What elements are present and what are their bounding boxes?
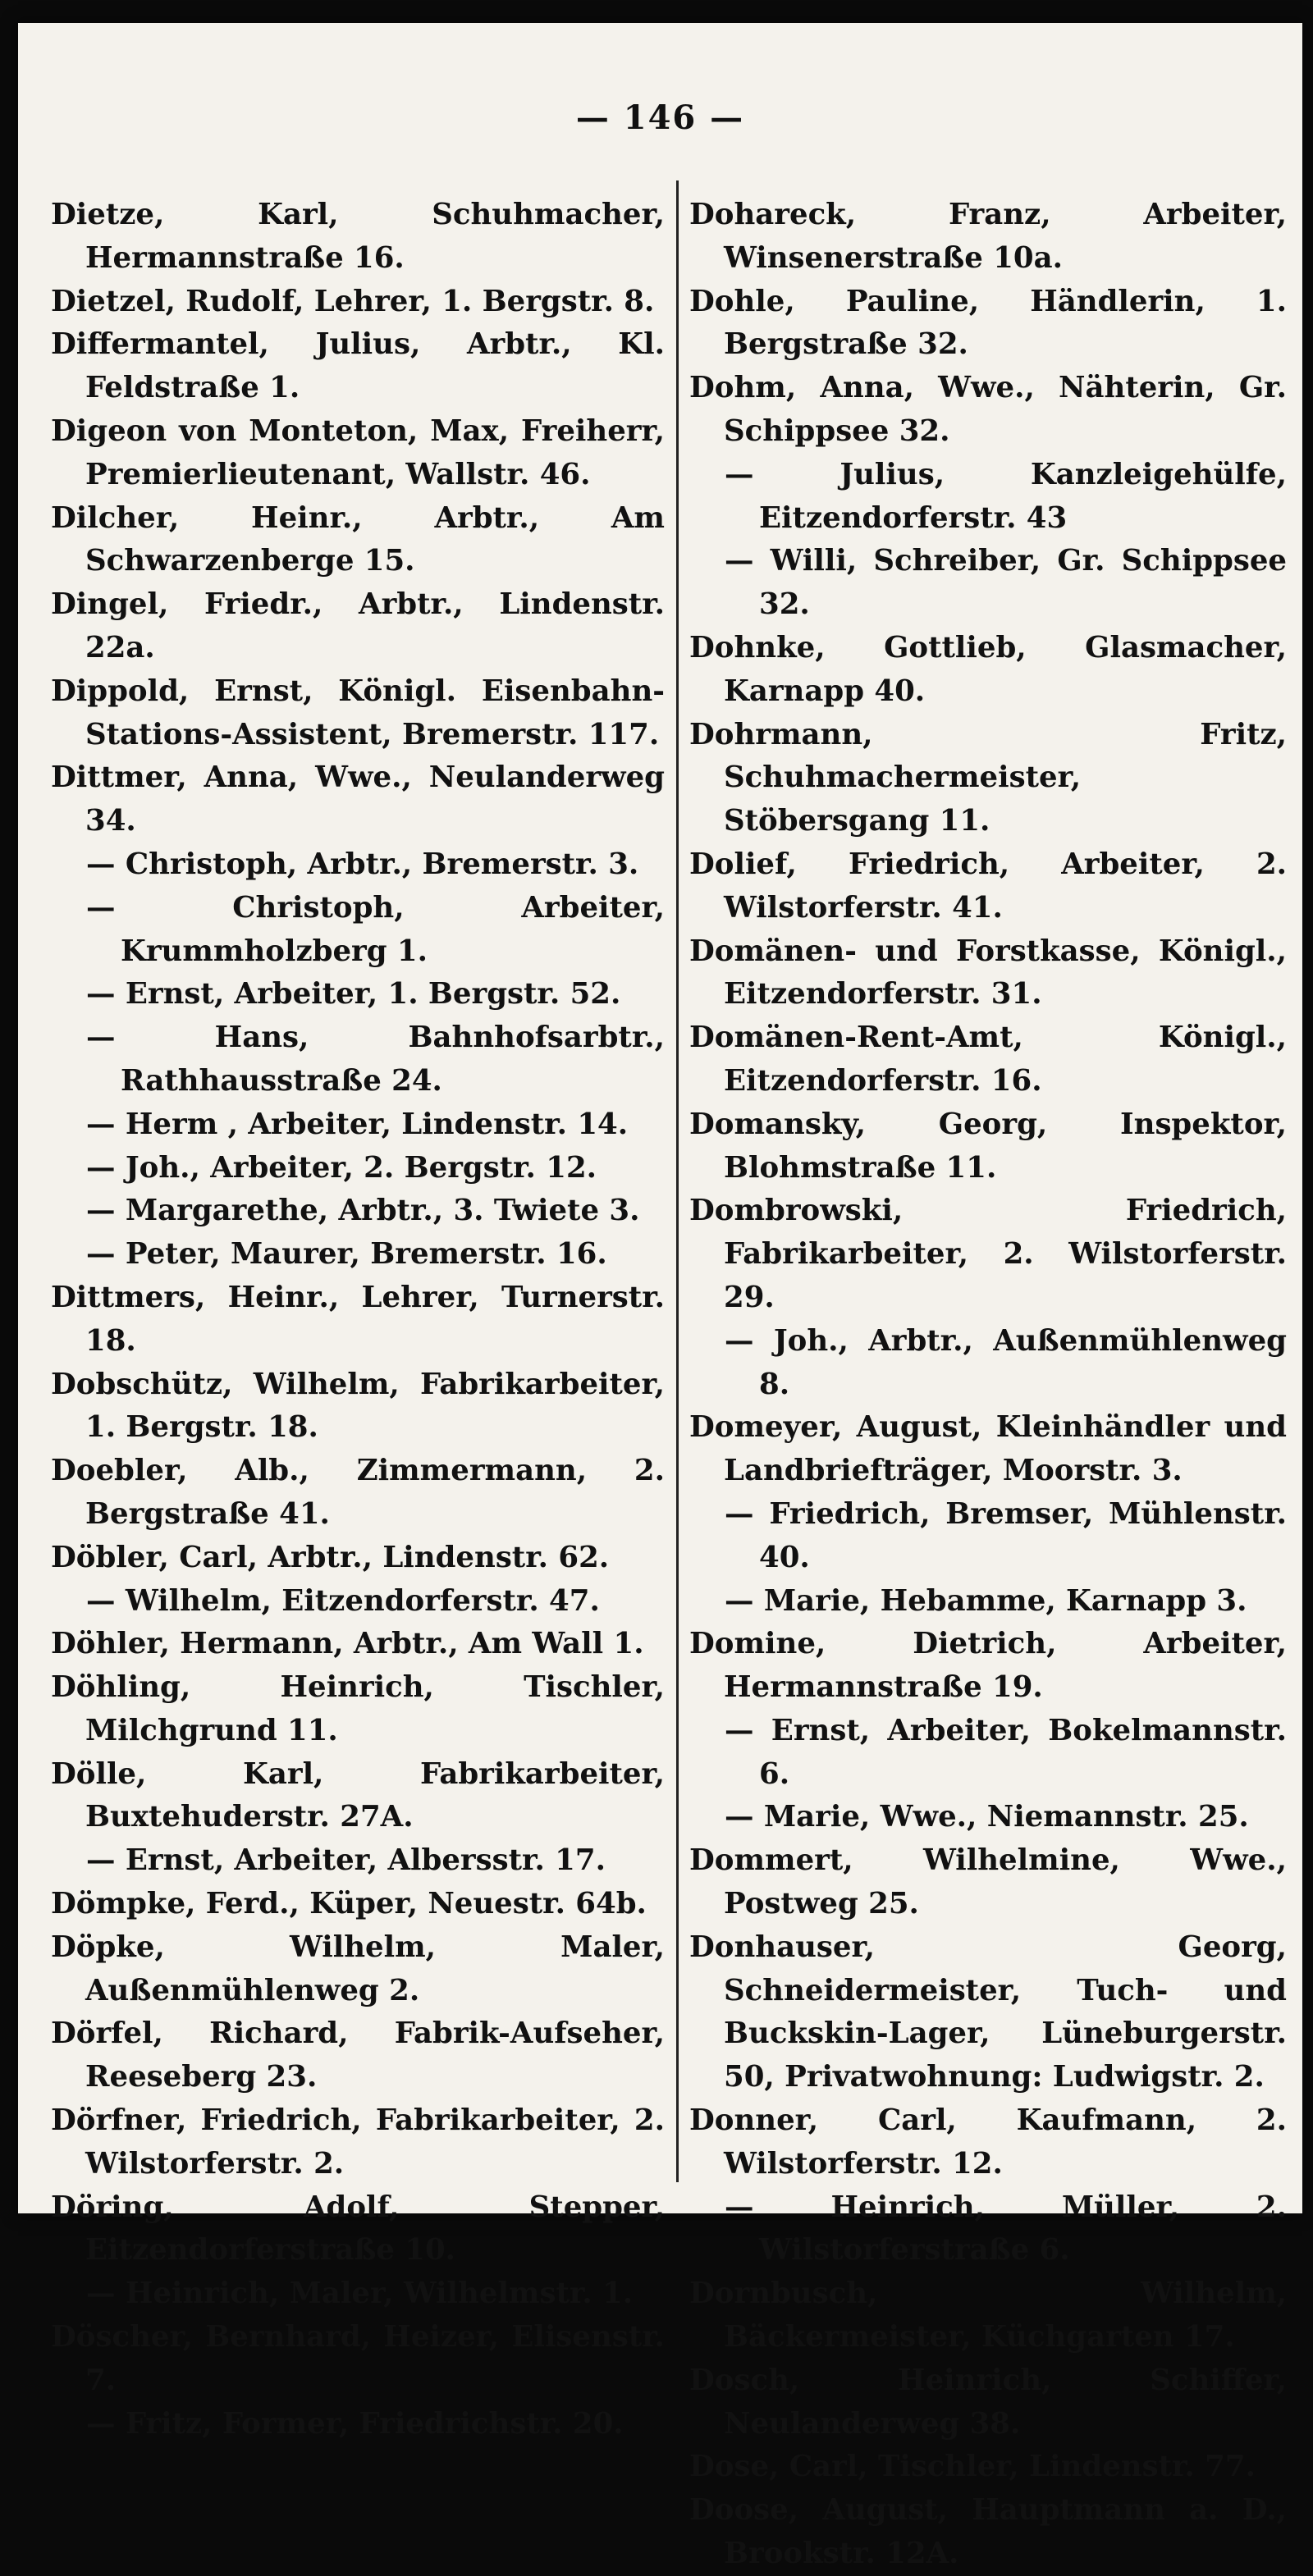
directory-entry: Dobschütz, Wilhelm, Fabrikarbeiter, 1. Bergstr. 18. — [51, 1367, 665, 1445]
directory-entry: Dornbusch, Wilhelm, Bäckermeister, Küchgarten 17. — [689, 2277, 1287, 2354]
directory-entry: — Marie, Hebamme, Karnapp 3. — [725, 1583, 1247, 1618]
directory-entry: Dombrowski, Friedrich, Fabrikarbeiter, 2. Wilstorferstr. 29. — [689, 1194, 1287, 1314]
directory-page — [18, 23, 1302, 2571]
directory-entry: Doose, August, Hauptmann a. D., Brookstr. 12A. — [689, 2493, 1287, 2571]
directory-entry: — Herm , Arbeiter, Lindenstr. 14. — [86, 1107, 629, 1141]
directory-entry: Dohrmann, Fritz, Schuhmachermeister, Stöbersgang 11. — [689, 717, 1287, 838]
directory-entry: Dömpke, Ferd., Küper, Neuestr. 64b. — [51, 1887, 647, 1921]
directory-entry: Dommert, Wilhelmine, Wwe., Postweg 25. — [689, 1843, 1287, 1921]
directory-entry: — Ernst, Arbeiter, 1. Bergstr. 52. — [86, 977, 621, 1012]
directory-entry: Döpke, Wilhelm, Maler, Außenmühlenweg 2. — [51, 1930, 665, 2007]
directory-entry: — Peter, Maurer, Bremerstr. 16. — [86, 1237, 607, 1272]
directory-entry: — Friedrich, Bremser, Mühlenstr. 40. — [725, 1496, 1287, 1574]
directory-entry: — Ernst, Arbeiter, Bokelmannstr. 6. — [725, 1713, 1287, 1791]
directory-entry: Dohle, Pauline, Händlerin, 1. Bergstraße 32. — [689, 284, 1287, 362]
directory-entry: — Heinrich, Maler, Wilhelmstr. 1. — [86, 2277, 634, 2311]
directory-entry: Dippold, Ernst, Königl. Eisenbahn-Stations-Assistent, Bremerstr. 117. — [51, 674, 665, 751]
directory-entry: Dohnke, Gottlieb, Glasmacher, Karnapp 40. — [689, 630, 1287, 708]
directory-entry: Dosch, Heinrich, Schiffer, Neulanderweg 38. — [689, 2363, 1287, 2441]
directory-entry: Domansky, Georg, Inspektor, Blohmstraße 11. — [689, 1107, 1287, 1185]
column-divider — [676, 180, 679, 2182]
directory-entry: — Margarethe, Arbtr., 3. Twiete 3. — [86, 1194, 640, 1228]
directory-entry: — Joh., Arbtr., Außenmühlenweg 8. — [725, 1323, 1287, 1401]
directory-entry: Dietze, Karl, Schuhmacher, Hermannstraße 16. — [51, 198, 665, 275]
directory-entry: Döscher, Bernhard, Heizer, Elisenstr. 7. — [51, 2320, 665, 2397]
directory-entry: — Christoph, Arbtr., Bremerstr. 3. — [86, 847, 639, 881]
directory-entry: Dittmers, Heinr., Lehrer, Turnerstr. 18. — [51, 1280, 665, 1358]
directory-entry: Domänen-Rent-Amt, Königl., Eitzendorferstr. 16. — [689, 1021, 1287, 1098]
directory-entry: Dörfel, Richard, Fabrik-Aufseher, Reeseberg 23. — [51, 2016, 665, 2094]
directory-entry: — Ernst, Arbeiter, Albersstr. 17. — [86, 1843, 606, 1878]
page-number: — 146 — — [575, 98, 745, 137]
directory-entry: — Hans, Bahnhofsarbtr., Rathhausstraße 24. — [86, 1021, 665, 1098]
directory-entry: Dohareck, Franz, Arbeiter, Winsenerstraße 10a. — [689, 198, 1287, 275]
directory-entry: Donner, Carl, Kaufmann, 2. Wilstorferstr. 12. — [689, 2103, 1287, 2181]
directory-entry: — Julius, Kanzleigehülfe, Eitzendorferstr. 43 — [725, 457, 1287, 535]
directory-entry: — Wilhelm, Eitzendorferstr. 47. — [86, 1583, 600, 1618]
directory-entry: — Christoph, Arbeiter, Krummholzberg 1. — [86, 890, 665, 968]
right-column — [689, 194, 1287, 2576]
directory-entry: — Marie, Wwe., Niemannstr. 25. — [725, 1800, 1249, 1834]
directory-entry: Donhauser, Georg, Schneidermeister, Tuch- und Buckskin-Lager, Lüneburgerstr. 50, Privatwohnung: Ludwigstr. 2. — [689, 1930, 1287, 2094]
directory-entry: Dietzel, Rudolf, Lehrer, 1. Bergstr. 8. — [51, 284, 655, 318]
directory-entry: Dohm, Anna, Wwe., Nähterin, Gr. Schippsee 32. — [689, 371, 1287, 448]
directory-entry: Döhler, Hermann, Arbtr., Am Wall 1. — [51, 1627, 644, 1661]
directory-entry: — Fritz, Former, Friedrichstr. 20. — [86, 2406, 624, 2441]
directory-entry: Domine, Dietrich, Arbeiter, Hermannstraße 19. — [689, 1627, 1287, 1705]
directory-entry: Dose, Carl, Tischler, Lindenstr. 77. — [689, 2450, 1256, 2484]
directory-entry: Dölle, Karl, Fabrikarbeiter, Buxtehuderstr. 27A. — [51, 1756, 665, 1834]
directory-entry: Domeyer, August, Kleinhändler und Landbriefträger, Moorstr. 3. — [689, 1410, 1287, 1488]
left-column — [51, 194, 665, 2446]
directory-entry: Dolief, Friedrich, Arbeiter, 2. Wilstorferstr. 41. — [689, 847, 1287, 925]
directory-entry: Dörfner, Friedrich, Fabrikarbeiter, 2. Wilstorferstr. 2. — [51, 2103, 665, 2181]
directory-entry: Döbler, Carl, Arbtr., Lindenstr. 62. — [51, 1540, 610, 1574]
directory-entry: — Heinrich, Müller, 2. Wilstorferstraße 6. — [725, 2190, 1287, 2268]
directory-entry: Döhling, Heinrich, Tischler, Milchgrund 11. — [51, 1670, 665, 1747]
directory-entry: Domänen- und Forstkasse, Königl., Eitzendorferstr. 31. — [689, 934, 1287, 1012]
directory-entry: Dilcher, Heinr., Arbtr., Am Schwarzenberge 15. — [51, 500, 665, 578]
directory-entry: Differmantel, Julius, Arbtr., Kl. Feldstraße 1. — [51, 327, 665, 405]
directory-entry: — Joh., Arbeiter, 2. Bergstr. 12. — [86, 1150, 597, 1185]
directory-entry: Dingel, Friedr., Arbtr., Lindenstr. 22a. — [51, 587, 665, 665]
directory-entry: Digeon von Monteton, Max, Freiherr, Premierlieutenant, Wallstr. 46. — [51, 413, 665, 491]
directory-entry: Döring, Adolf, Stepper, Eitzendorferstraße 10. — [51, 2190, 665, 2268]
directory-entry: — Willi, Schreiber, Gr. Schippsee 32. — [725, 544, 1287, 622]
directory-entry: Dittmer, Anna, Wwe., Neulanderweg 34. — [51, 760, 665, 838]
directory-entry: Doebler, Alb., Zimmermann, 2. Bergstraße 41. — [51, 1454, 665, 1531]
